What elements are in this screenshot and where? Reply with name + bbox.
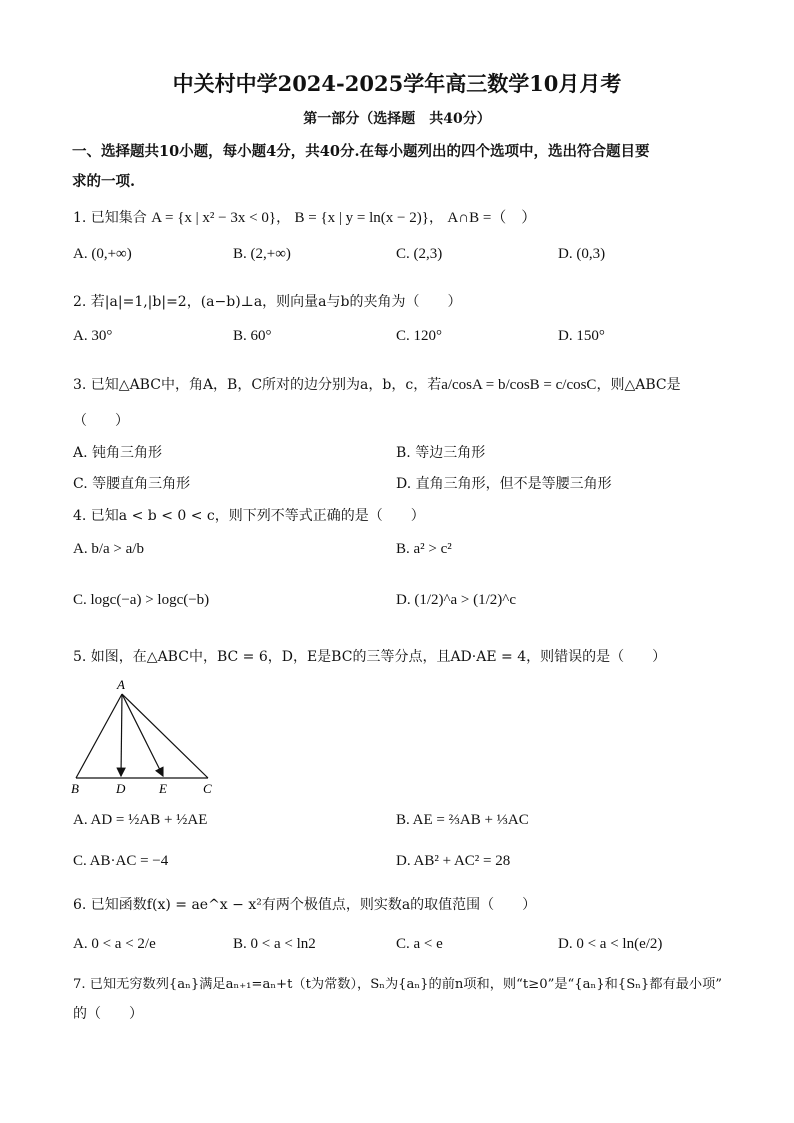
q1-option-d[interactable]: D. (0,3) [558, 246, 606, 262]
triangle-figure [66, 676, 226, 798]
question-6-stem: 6. 已知函数f(x) = ae^x − x²有两个极值点，则实数a的取值范围（ ） [73, 897, 537, 913]
q2-option-d[interactable]: D. 150° [558, 328, 605, 344]
q5-option-d[interactable]: D. AB² + AC² = 28 [396, 853, 511, 869]
question-3-paren: （ ） [73, 413, 129, 429]
label-c: C [203, 781, 212, 796]
q2-option-c[interactable]: C. 120° [396, 328, 443, 344]
q1-option-b[interactable]: B. (2,+∞) [233, 246, 291, 262]
q6-option-b[interactable]: B. 0 < a < ln2 [233, 936, 316, 952]
page-title: 中关村中学2024-2025学年高三数学10月月考 [172, 71, 622, 96]
side-ac [122, 694, 208, 778]
q5-option-c[interactable]: C. AB·AC = −4 [73, 853, 169, 869]
q3-option-b[interactable]: B. 等边三角形 [396, 445, 486, 461]
q6-option-d[interactable]: D. 0 < a < ln(e/2) [558, 936, 663, 952]
q1-option-c[interactable]: C. (2,3) [396, 246, 443, 262]
question-7-stem-line2: 的（ ） [73, 1006, 143, 1022]
vector-ad [121, 694, 122, 776]
q1-tail: A∩B =（ ） [447, 210, 537, 226]
q3-condition: a/cosA = b/cosB = c/cosC [441, 377, 597, 393]
label-d: D [116, 781, 126, 796]
vector-ae [122, 694, 163, 776]
section-subtitle: 第一部分（选择题 共40分） [303, 111, 491, 127]
question-2-stem: 2. 若|a|=1,|b|=2，(a−b)⊥a，则向量a与b的夹角为（ ） [73, 294, 462, 310]
q3-option-d[interactable]: D. 直角三角形，但不是等腰三角形 [396, 476, 612, 492]
q1-set-b: B = {x | y = ln(x − 2)} [294, 210, 429, 226]
question-3-stem: 3. 已知△ABC中，角A，B，C所对的边分别为a，b，c，若a/cosA = b/cosB = c/cosC，则△ABC是 [73, 377, 681, 393]
question-4-stem: 4. 已知a < b < 0 < c，则下列不等式正确的是（ ） [73, 508, 425, 524]
q1-set-a: A = {x | x² − 3x < 0} [151, 210, 277, 226]
q2-option-a[interactable]: A. 30° [73, 328, 113, 344]
section-instruction-line2: 求的一项. [72, 173, 136, 190]
q3-option-c[interactable]: C. 等腰直角三角形 [73, 476, 191, 492]
side-ab [76, 694, 122, 778]
question-7-stem-line1: 7. 已知无穷数列{aₙ}满足aₙ₊₁=aₙ+t（t为常数），Sₙ为{aₙ}的前n项和，则“t≥0”是“{aₙ}和{Sₙ}都有最小项” [73, 977, 723, 992]
q6-option-a[interactable]: A. 0 < a < 2/e [73, 936, 156, 952]
q3-option-a[interactable]: A. 钝角三角形 [73, 445, 163, 461]
q2-option-b[interactable]: B. 60° [233, 328, 272, 344]
label-a: A [117, 677, 125, 692]
q4-option-a[interactable]: A. b/a > a/b [73, 541, 144, 557]
label-b: B [71, 781, 79, 796]
q1-option-a[interactable]: A. (0,+∞) [73, 246, 132, 262]
label-e: E [159, 781, 167, 796]
q5-option-a[interactable]: A. AD = ½AB + ½AE [73, 812, 208, 828]
question-5-stem: 5. 如图，在△ABC中，BC = 6，D，E是BC的三等分点，且AD·AE = 4，则错误的是（ ） [73, 649, 667, 665]
q4-option-b[interactable]: B. a² > c² [396, 541, 452, 557]
q6-option-c[interactable]: C. a < e [396, 936, 443, 952]
q4-option-c[interactable]: C. logc(−a) > logc(−b) [73, 592, 210, 608]
section-instruction-line1: 一、选择题共10小题，每小题4分，共40分.在每小题列出的四个选项中，选出符合题目要 [72, 143, 650, 160]
question-1-stem: 1. 已知集合 A = {x | x² − 3x < 0}， B = {x | y = ln(x − 2)}， A∩B =（ ） [73, 210, 537, 226]
q4-option-d[interactable]: D. (1/2)^a > (1/2)^c [396, 592, 516, 608]
q5-option-b[interactable]: B. AE = ⅔AB + ⅓AC [396, 812, 529, 828]
